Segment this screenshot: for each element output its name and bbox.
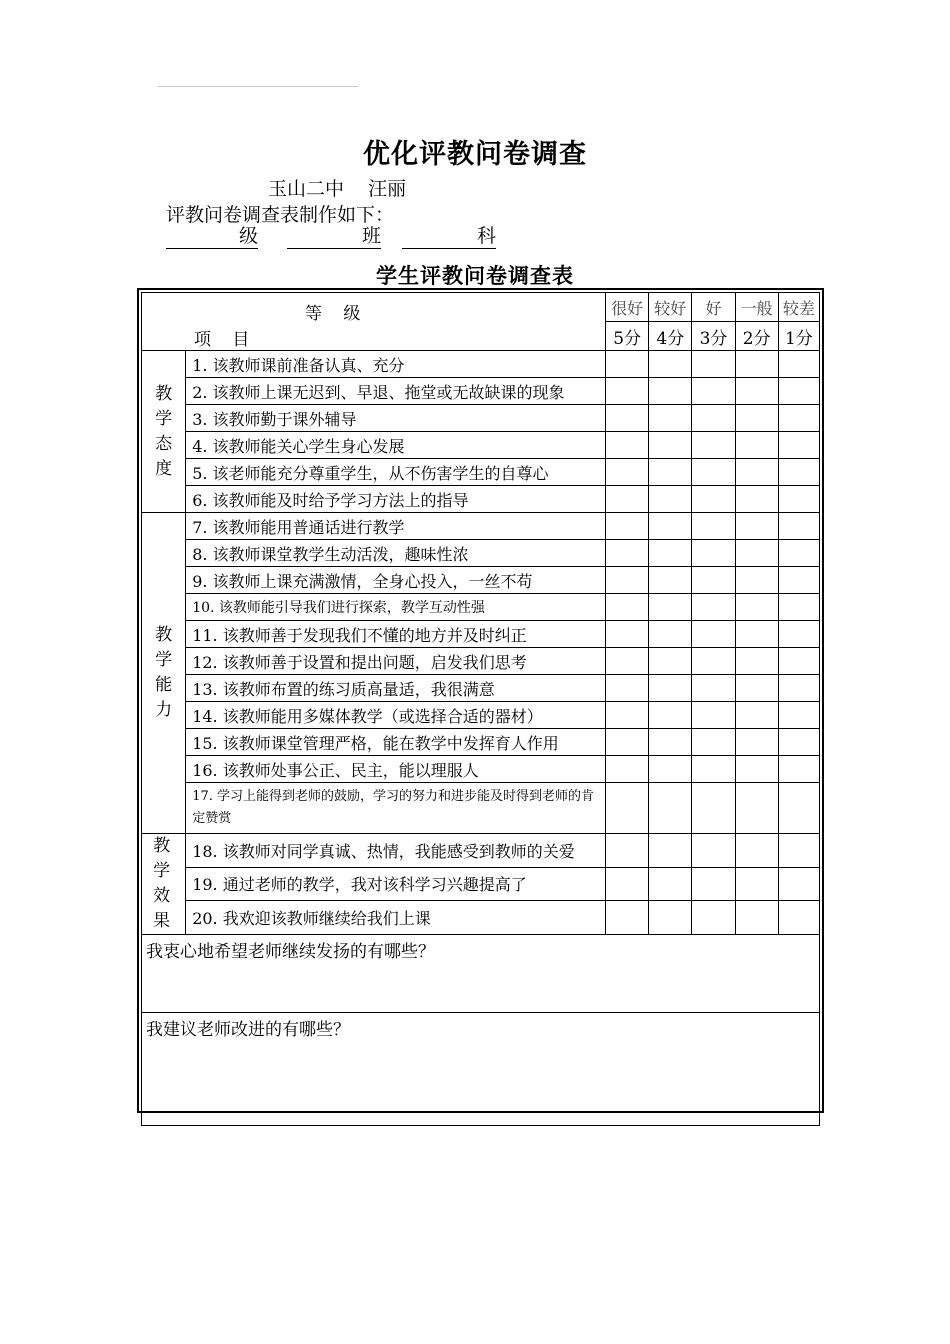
rating-cell[interactable] <box>606 729 649 756</box>
rating-cell[interactable] <box>778 567 819 594</box>
rating-cell[interactable] <box>735 867 778 901</box>
survey-item-row <box>142 567 820 594</box>
rating-cell[interactable] <box>735 675 778 702</box>
class-blank[interactable]: 班 <box>287 224 381 249</box>
corner-header-cell <box>142 293 606 351</box>
survey-item-text: 13. 该教师布置的练习质高量适，我很满意 <box>186 675 606 702</box>
rating-cell[interactable] <box>649 405 692 432</box>
rating-cell[interactable] <box>778 901 819 935</box>
open-question-row <box>142 935 820 1013</box>
rating-cell[interactable] <box>778 756 819 783</box>
rating-cell[interactable] <box>778 783 819 834</box>
rating-cell[interactable] <box>778 405 819 432</box>
survey-table-frame <box>137 288 824 1113</box>
header-row-levels <box>142 293 820 322</box>
rating-cell[interactable] <box>735 540 778 567</box>
survey-item-text: 5. 该老师能充分尊重学生，从不伤害学生的自尊心 <box>186 459 606 486</box>
rating-cell[interactable] <box>692 405 735 432</box>
survey-item-text: 15. 该教师课堂管理严格，能在教学中发挥育人作用 <box>186 729 606 756</box>
rating-cell[interactable] <box>649 675 692 702</box>
survey-item-row <box>142 901 820 935</box>
survey-item-row <box>142 351 820 378</box>
rating-cell[interactable] <box>692 756 735 783</box>
survey-item-text: 17. 学习上能得到老师的鼓励，学习的努力和进步能及时得到老师的肯定赞赏 <box>186 783 606 834</box>
rating-cell[interactable] <box>606 648 649 675</box>
category-label: 教学能力 <box>155 625 173 720</box>
rating-cell[interactable] <box>606 834 649 868</box>
rating-level-header: 好 <box>692 293 735 322</box>
rating-cell[interactable] <box>606 567 649 594</box>
rating-cell[interactable] <box>735 648 778 675</box>
rating-cell[interactable] <box>606 351 649 378</box>
survey-item-row <box>142 594 820 621</box>
rating-cell[interactable] <box>692 675 735 702</box>
survey-item-row <box>142 702 820 729</box>
rating-cell[interactable] <box>735 834 778 868</box>
survey-item-row <box>142 729 820 756</box>
survey-item-text: 11. 该教师善于发现我们不懂的地方并及时纠正 <box>186 621 606 648</box>
grade-blank[interactable]: 级 <box>166 224 258 249</box>
rating-cell[interactable] <box>778 351 819 378</box>
category-cell <box>142 351 186 513</box>
rating-cell[interactable] <box>649 729 692 756</box>
rating-cell[interactable] <box>649 756 692 783</box>
rating-cell[interactable] <box>649 834 692 868</box>
survey-item-row <box>142 867 820 901</box>
rating-cell[interactable] <box>649 783 692 834</box>
table-title: 学生评教问卷调查表 <box>376 263 574 288</box>
survey-item-row <box>142 486 820 513</box>
rating-cell[interactable] <box>649 486 692 513</box>
rating-cell[interactable] <box>692 540 735 567</box>
survey-item-text: 20. 我欢迎该教师继续给我们上课 <box>186 901 606 935</box>
rating-cell[interactable] <box>778 675 819 702</box>
rating-cell[interactable] <box>778 486 819 513</box>
rating-cell[interactable] <box>649 378 692 405</box>
rating-cell[interactable] <box>735 459 778 486</box>
rating-cell[interactable] <box>692 594 735 621</box>
open-question-continue[interactable] <box>142 935 820 1013</box>
rating-cell[interactable] <box>778 834 819 868</box>
survey-item-text: 7. 该教师能用普通话进行教学 <box>186 513 606 540</box>
rating-cell[interactable] <box>735 756 778 783</box>
rating-cell[interactable] <box>692 702 735 729</box>
survey-item-text: 14. 该教师能用多媒体教学（或选择合适的器材） <box>186 702 606 729</box>
rating-cell[interactable] <box>778 702 819 729</box>
rating-level-header: 较差 <box>778 293 819 322</box>
rating-cell[interactable] <box>692 486 735 513</box>
rating-cell[interactable] <box>606 459 649 486</box>
rating-cell[interactable] <box>778 378 819 405</box>
rating-cell[interactable] <box>735 567 778 594</box>
rating-cell[interactable] <box>778 432 819 459</box>
rating-cell[interactable] <box>606 675 649 702</box>
rating-cell[interactable] <box>606 621 649 648</box>
question-continue-label: 我衷心地希望老师继续发扬的有哪些？ <box>146 942 435 962</box>
rating-cell[interactable] <box>649 867 692 901</box>
rating-cell[interactable] <box>649 540 692 567</box>
survey-item-row <box>142 834 820 868</box>
survey-item-row <box>142 459 820 486</box>
rating-cell[interactable] <box>692 783 735 834</box>
survey-item-text: 4. 该教师能关心学生身心发展 <box>186 432 606 459</box>
category-label: 教学态度 <box>155 383 173 479</box>
rating-cell[interactable] <box>692 648 735 675</box>
survey-item-text: 12. 该教师善于设置和提出问题，启发我们思考 <box>186 648 606 675</box>
rating-cell[interactable] <box>692 867 735 901</box>
rating-cell[interactable] <box>649 567 692 594</box>
rating-cell[interactable] <box>735 378 778 405</box>
rating-cell[interactable] <box>649 621 692 648</box>
rating-cell[interactable] <box>735 901 778 935</box>
rating-cell[interactable] <box>606 513 649 540</box>
rating-level-header: 一般 <box>735 293 778 322</box>
question-improve-label: 我建议老师改进的有哪些？ <box>146 1020 350 1040</box>
rating-cell[interactable] <box>649 432 692 459</box>
survey-item-row <box>142 405 820 432</box>
survey-item-text: 19. 通过老师的教学，我对该科学习兴趣提高了 <box>186 867 606 901</box>
rating-cell[interactable] <box>606 405 649 432</box>
rating-cell[interactable] <box>649 648 692 675</box>
survey-item-row <box>142 648 820 675</box>
rating-cell[interactable] <box>606 702 649 729</box>
rating-points-header: 3分 <box>692 322 735 351</box>
survey-item-row <box>142 756 820 783</box>
rating-cell[interactable] <box>735 702 778 729</box>
rating-cell[interactable] <box>649 702 692 729</box>
rating-cell[interactable] <box>606 756 649 783</box>
document-title: 优化评教问卷调查 <box>363 139 587 170</box>
rating-cell[interactable] <box>778 594 819 621</box>
survey-item-row <box>142 783 820 834</box>
category-cell <box>142 513 186 834</box>
survey-item-text: 2. 该教师上课无迟到、早退、拖堂或无故缺课的现象 <box>186 378 606 405</box>
rating-cell[interactable] <box>778 540 819 567</box>
rating-cell[interactable] <box>606 540 649 567</box>
category-label: 教学效果 <box>153 836 175 931</box>
survey-item-text: 18. 该教师对同学真诚、热情，我能感受到教师的关爱 <box>186 834 606 868</box>
rating-cell[interactable] <box>692 513 735 540</box>
rating-cell[interactable] <box>735 594 778 621</box>
rating-cell[interactable] <box>692 351 735 378</box>
rating-level-header: 很好 <box>606 293 649 322</box>
category-cell <box>142 834 186 935</box>
grade-header: 等 级 <box>305 304 369 324</box>
survey-item-text: 8. 该教师课堂教学生动活泼，趣味性浓 <box>186 540 606 567</box>
rating-cell[interactable] <box>649 459 692 486</box>
survey-item-text: 10. 该教师能引导我们进行探索，教学互动性强 <box>186 594 606 621</box>
rating-points-header: 4分 <box>649 322 692 351</box>
rating-cell[interactable] <box>606 901 649 935</box>
rating-points-header: 5分 <box>606 322 649 351</box>
rating-cell[interactable] <box>735 486 778 513</box>
rating-cell[interactable] <box>735 351 778 378</box>
rating-cell[interactable] <box>692 901 735 935</box>
survey-item-text: 9. 该教师上课充满激情，全身心投入，一丝不苟 <box>186 567 606 594</box>
rating-points-header: 2分 <box>735 322 778 351</box>
rating-cell[interactable] <box>606 378 649 405</box>
open-question-improve[interactable] <box>142 1013 820 1126</box>
rating-cell[interactable] <box>735 432 778 459</box>
rating-cell[interactable] <box>778 648 819 675</box>
survey-item-row <box>142 540 820 567</box>
rating-cell[interactable] <box>649 513 692 540</box>
subject-blank[interactable]: 科 <box>402 224 496 249</box>
rating-cell[interactable] <box>778 867 819 901</box>
survey-item-row <box>142 432 820 459</box>
survey-item-row <box>142 513 820 540</box>
rating-cell[interactable] <box>692 621 735 648</box>
rating-cell[interactable] <box>692 459 735 486</box>
rating-cell[interactable] <box>778 621 819 648</box>
author-line: 玉山二中 汪丽 <box>268 178 407 200</box>
rating-cell[interactable] <box>778 513 819 540</box>
rating-cell[interactable] <box>692 432 735 459</box>
rating-cell[interactable] <box>606 486 649 513</box>
survey-table <box>141 292 820 1126</box>
rating-cell[interactable] <box>692 378 735 405</box>
rating-points-header: 1分 <box>778 322 819 351</box>
rating-cell[interactable] <box>606 783 649 834</box>
rating-cell[interactable] <box>649 594 692 621</box>
survey-item-text: 1. 该教师课前准备认真、充分 <box>186 351 606 378</box>
rating-cell[interactable] <box>692 834 735 868</box>
survey-item-row <box>142 675 820 702</box>
open-question-row <box>142 1013 820 1126</box>
rating-level-header: 较好 <box>649 293 692 322</box>
rating-cell[interactable] <box>735 783 778 834</box>
rating-cell[interactable] <box>735 729 778 756</box>
survey-item-row <box>142 621 820 648</box>
rating-cell[interactable] <box>692 729 735 756</box>
rating-cell[interactable] <box>649 351 692 378</box>
rating-cell[interactable] <box>735 621 778 648</box>
survey-item-text: 6. 该教师能及时给予学习方法上的指导 <box>186 486 606 513</box>
rating-cell[interactable] <box>606 867 649 901</box>
header-rule <box>158 86 358 87</box>
rating-cell[interactable] <box>735 405 778 432</box>
survey-item-text: 16. 该教师处事公正、民主，能以理服人 <box>186 756 606 783</box>
intro-text: 评教问卷调查表制作如下： <box>166 204 395 226</box>
rating-cell[interactable] <box>649 901 692 935</box>
survey-item-row <box>142 378 820 405</box>
survey-item-text: 3. 该教师勤于课外辅导 <box>186 405 606 432</box>
rating-cell[interactable] <box>606 594 649 621</box>
rating-cell[interactable] <box>735 513 778 540</box>
rating-cell[interactable] <box>692 567 735 594</box>
rating-cell[interactable] <box>606 432 649 459</box>
rating-cell[interactable] <box>778 729 819 756</box>
item-header: 项 目 <box>194 330 258 350</box>
rating-cell[interactable] <box>778 459 819 486</box>
